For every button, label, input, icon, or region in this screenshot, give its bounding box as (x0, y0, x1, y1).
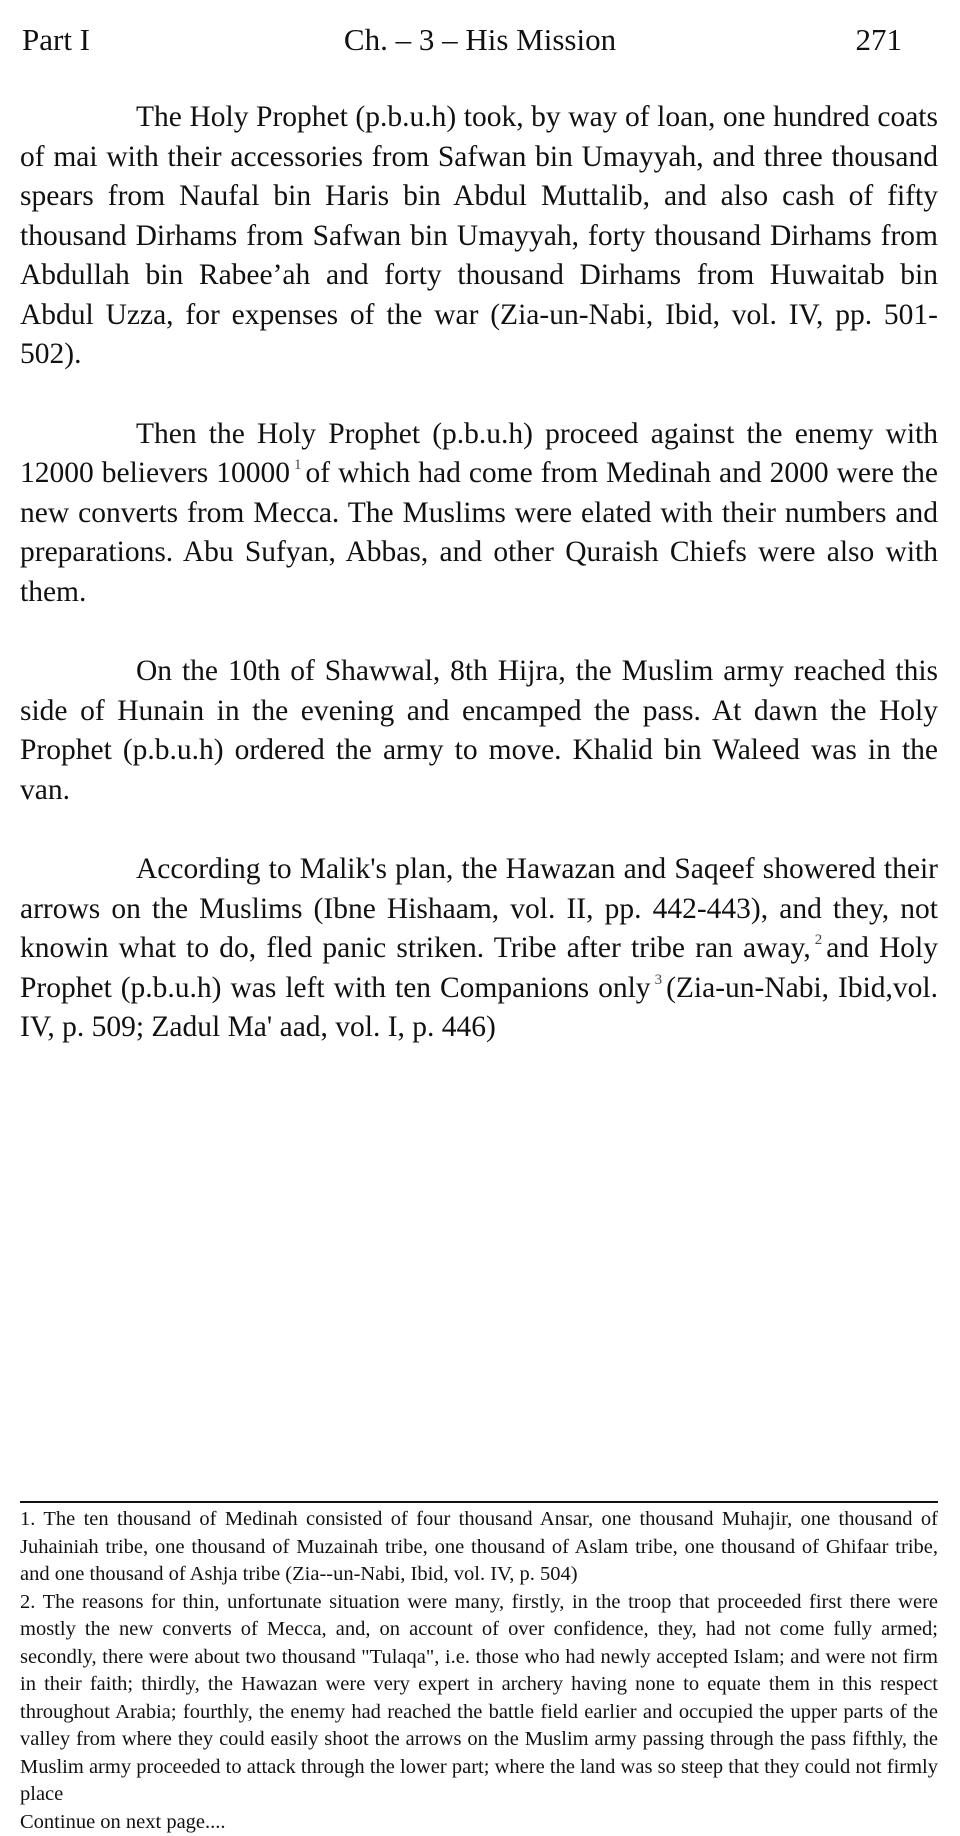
footnote-ref-2: 2 (815, 932, 823, 948)
page-number: 271 (856, 22, 903, 58)
main-text (20, 98, 938, 1048)
paragraph-2-text-b: of which had come from Medinah and 2000 were the new converts from Mecca. The Muslims were elated with their numbers and preparations. Abu Sufyan, Abbas, and other Quraish Chiefs were also with them. (20, 457, 938, 608)
page-header (22, 22, 938, 62)
paragraph-4-text-c: (Zia-un-Nabi, Ibid,vol. IV, p. 509; Zadul Ma' aad, vol. I, p. 446) (20, 972, 938, 1044)
footnotes (20, 1506, 938, 1836)
paragraph-4 (20, 850, 938, 1048)
part-label: Part I (22, 22, 90, 58)
paragraph-4-text-b: and Holy Prophet (p.b.u.h) was left with ten Companions only (20, 932, 938, 1004)
paragraph-2-text-a: Then the Holy Prophet (p.b.u.h) proceed against the enemy with 12000 believers 10000 (20, 418, 938, 490)
footnote-2: 2. The reasons for thin, unfortunate situation were many, firstly, in the troop that proceeded first there were mostly the new converts of Mecca, and, on account of over confidence, they, had not come fully armed; secondly, there were about two thousand "Tulaqa", i.e. those who had newly accepted Islam; and were not firm in their faith; thirdly, the Hawazan were very expert in archery having none to equate them in this respect throughout Arabia; fourthly, the enemy had reached the battle field earlier and occupied the upper parts of the valley from where they could easily shoot the arrows on the Muslim army passing through the pass fifthly, the Muslim army proceeded to attack through the lower part; where the land was so steep that they could not firmly place (20, 1589, 938, 1809)
footnote-1: 1. The ten thousand of Medinah consisted of four thousand Ansar, one thousand Muhajir, one thousand of Juhainiah tribe, one thousand of Muzainah tribe, one thousand of Aslam tribe, one thousand of Ghifaar tribe, and one thousand of Ashja tribe (Zia--un-Nabi, Ibid, vol. IV, p. 504) (20, 1506, 938, 1589)
paragraph-2 (20, 415, 938, 613)
footnote-ref-1: 1 (294, 457, 302, 473)
paragraph-4-text-a: According to Malik's plan, the Hawazan and Saqeef showered their arrows on the Muslims (Ibne Hishaam, vol. II, pp. 442-443), and they, not knowin what to do, fled panic striken. Tribe after tribe ran away, (20, 853, 938, 964)
chapter-title: Ch. – 3 – His Mission (22, 22, 938, 58)
paragraph-1: The Holy Prophet (p.b.u.h) took, by way of loan, one hundred coats of mai with their accessories from Safwan bin Umayyah, and three thousand spears from Naufal bin Haris bin Abdul Muttalib, and also cash of fifty thousand Dirhams from Safwan bin Umayyah, forty thousand Dirhams from Abdullah bin Rabee’ah and forty thousand Dirhams from Huwaitab bin Abdul Uzza, for expenses of the war (Zia-un-Nabi, Ibid, vol. IV, pp. 501- 502). (20, 98, 938, 375)
footnote-ref-3: 3 (655, 972, 663, 988)
paragraph-3: On the 10th of Shawwal, 8th Hijra, the Muslim army reached this side of Hunain in the evening and encamped the pass. At dawn the Holy Prophet (p.b.u.h) ordered the army to move. Khalid bin Waleed was in the van. (20, 652, 938, 810)
footnote-divider (20, 1501, 938, 1503)
continued-note: Continue on next page.... (20, 1809, 938, 1836)
